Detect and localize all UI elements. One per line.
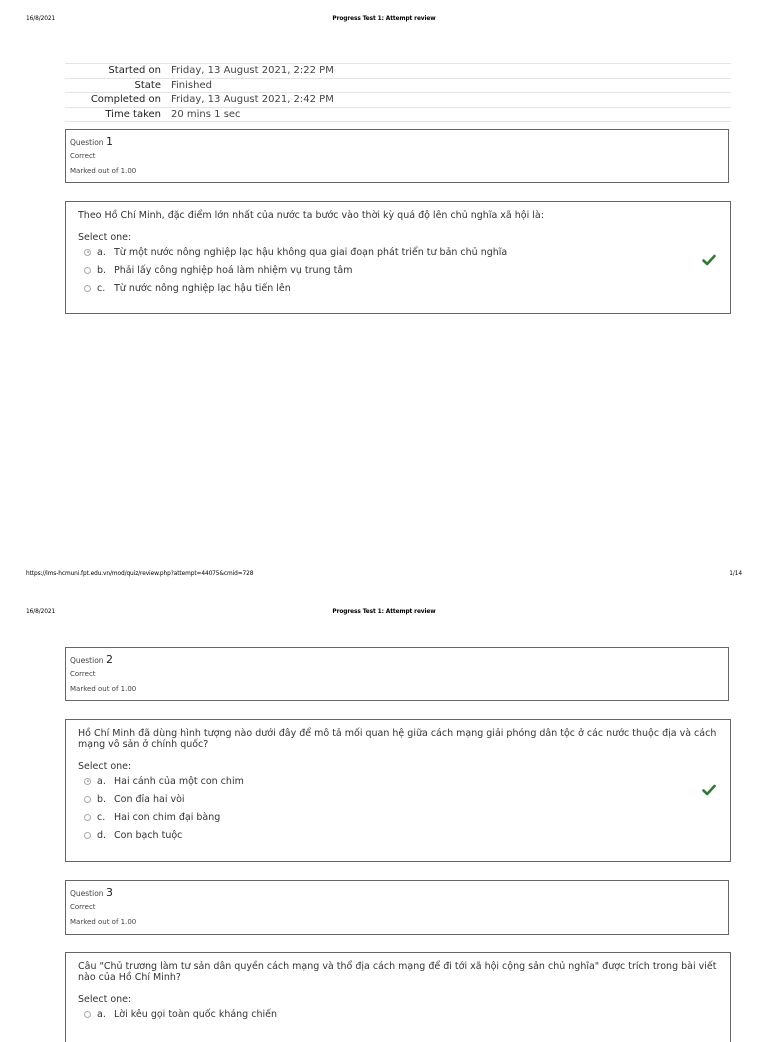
- question-label: Question: [70, 656, 104, 665]
- select-one-label: Select one:: [78, 994, 132, 1005]
- summary-row: [65, 64, 731, 79]
- question-content-2: [65, 719, 731, 862]
- question-label: Question: [70, 138, 104, 147]
- print-url: https://lms-hcmuni.fpt.edu.vn/mod/quiz/review.php?attempt=44075&cmid=728: [26, 569, 254, 577]
- answer-option[interactable]: [78, 1005, 718, 1023]
- question-number: 2: [105, 653, 113, 666]
- summary-row: [65, 108, 731, 123]
- question-number: 3: [105, 886, 113, 899]
- option-text: Phải lấy công nghiệp hoá làm nhiệm vụ trung tâm: [114, 264, 353, 276]
- summary-label: Time taken: [105, 108, 161, 120]
- question-heading: [70, 135, 728, 149]
- option-text: Từ một nước nông nghiệp lạc hậu không qua giai đoạn phát triển tư bản chủ nghĩa: [114, 246, 508, 258]
- option-text: Từ nước nông nghiệp lạc hậu tiến lên: [114, 282, 291, 294]
- question-heading: [70, 653, 728, 667]
- answer-option[interactable]: [78, 279, 718, 297]
- print-date: 16/8/2021: [26, 607, 56, 615]
- summary-label: Completed on: [90, 94, 161, 105]
- print-title: Progress Test 1: Attempt review: [332, 14, 436, 22]
- question-text: Theo Hồ Chí Minh, đặc điểm lớn nhất của nước ta bước vào thời kỳ quá độ lên chủ nghĩa xã hội là:: [78, 210, 544, 221]
- select-one-label: Select one:: [78, 232, 132, 243]
- question-info-2: [65, 647, 729, 701]
- summary-value: 20 mins 1 sec: [171, 108, 241, 120]
- question-status: Correct: [70, 903, 96, 911]
- correct-check-icon: [702, 783, 716, 797]
- answer-option[interactable]: [78, 772, 718, 790]
- radio-button-checked[interactable]: [84, 778, 91, 785]
- question-content-1: [65, 201, 731, 314]
- question-text: Hồ Chí Minh đã dùng hình tượng nào dưới đây để mô tả mối quan hệ giữa cách mạng giải phóng dân tộc ở các nước thuộc địa và cách mạng vô sản ở chính quốc?: [78, 728, 717, 750]
- question-status: Correct: [70, 670, 96, 678]
- radio-button[interactable]: [84, 267, 91, 274]
- option-text: Con đỉa hai vòi: [114, 793, 185, 805]
- radio-button[interactable]: [84, 814, 91, 821]
- attempt-summary-table: [65, 63, 731, 122]
- radio-button[interactable]: [84, 796, 91, 803]
- summary-value: Friday, 13 August 2021, 2:42 PM: [171, 94, 334, 105]
- question-heading: [70, 886, 728, 900]
- summary-row: [65, 93, 731, 108]
- option-text: Con bạch tuộc: [114, 829, 183, 841]
- question-status: Correct: [70, 152, 96, 160]
- question-content-3: [65, 952, 731, 1042]
- print-title: Progress Test 1: Attempt review: [332, 607, 436, 615]
- option-text: Lời kêu gọi toàn quốc kháng chiến: [114, 1008, 277, 1020]
- answer-option[interactable]: [78, 261, 718, 279]
- option-letter: a.: [97, 1008, 106, 1020]
- summary-value: Friday, 13 August 2021, 2:22 PM: [171, 65, 334, 76]
- question-label: Question: [70, 889, 104, 898]
- question-mark: Marked out of 1.00: [70, 167, 137, 175]
- option-letter: a.: [97, 246, 106, 258]
- correct-check-icon: [702, 253, 716, 267]
- question-mark: Marked out of 1.00: [70, 685, 137, 693]
- print-date: 16/8/2021: [26, 14, 56, 22]
- option-letter: b.: [97, 793, 107, 805]
- question-info-1: [65, 129, 729, 183]
- answer-option[interactable]: [78, 808, 718, 826]
- radio-button-checked[interactable]: [84, 249, 91, 256]
- print-page-number: 1/14: [729, 569, 742, 577]
- option-text: Hai cánh của một con chim: [114, 775, 244, 787]
- answer-option[interactable]: [78, 826, 718, 844]
- summary-label: State: [134, 79, 161, 91]
- question-info-3: [65, 880, 729, 935]
- option-letter: b.: [97, 264, 107, 276]
- radio-button[interactable]: [84, 1011, 91, 1018]
- select-one-label: Select one:: [78, 761, 132, 772]
- option-letter: c.: [97, 282, 106, 294]
- option-letter: d.: [97, 829, 107, 841]
- answer-option[interactable]: [78, 243, 718, 261]
- question-text: Câu "Chủ trương làm tư sản dân quyền cách mạng và thổ địa cách mạng để đi tới xã hội cộng sản chủ nghĩa" được trích trong bài viết nào của Hồ Chí Minh?: [78, 961, 717, 983]
- question-number: 1: [105, 135, 113, 148]
- radio-button[interactable]: [84, 832, 91, 839]
- option-letter: c.: [97, 811, 106, 823]
- question-mark: Marked out of 1.00: [70, 918, 137, 926]
- summary-row: [65, 79, 731, 94]
- radio-button[interactable]: [84, 285, 91, 292]
- summary-value: Finished: [171, 79, 212, 91]
- option-letter: a.: [97, 775, 106, 787]
- option-text: Hai con chim đại bàng: [114, 811, 221, 823]
- summary-label: Started on: [108, 65, 161, 76]
- answer-option[interactable]: [78, 790, 718, 808]
